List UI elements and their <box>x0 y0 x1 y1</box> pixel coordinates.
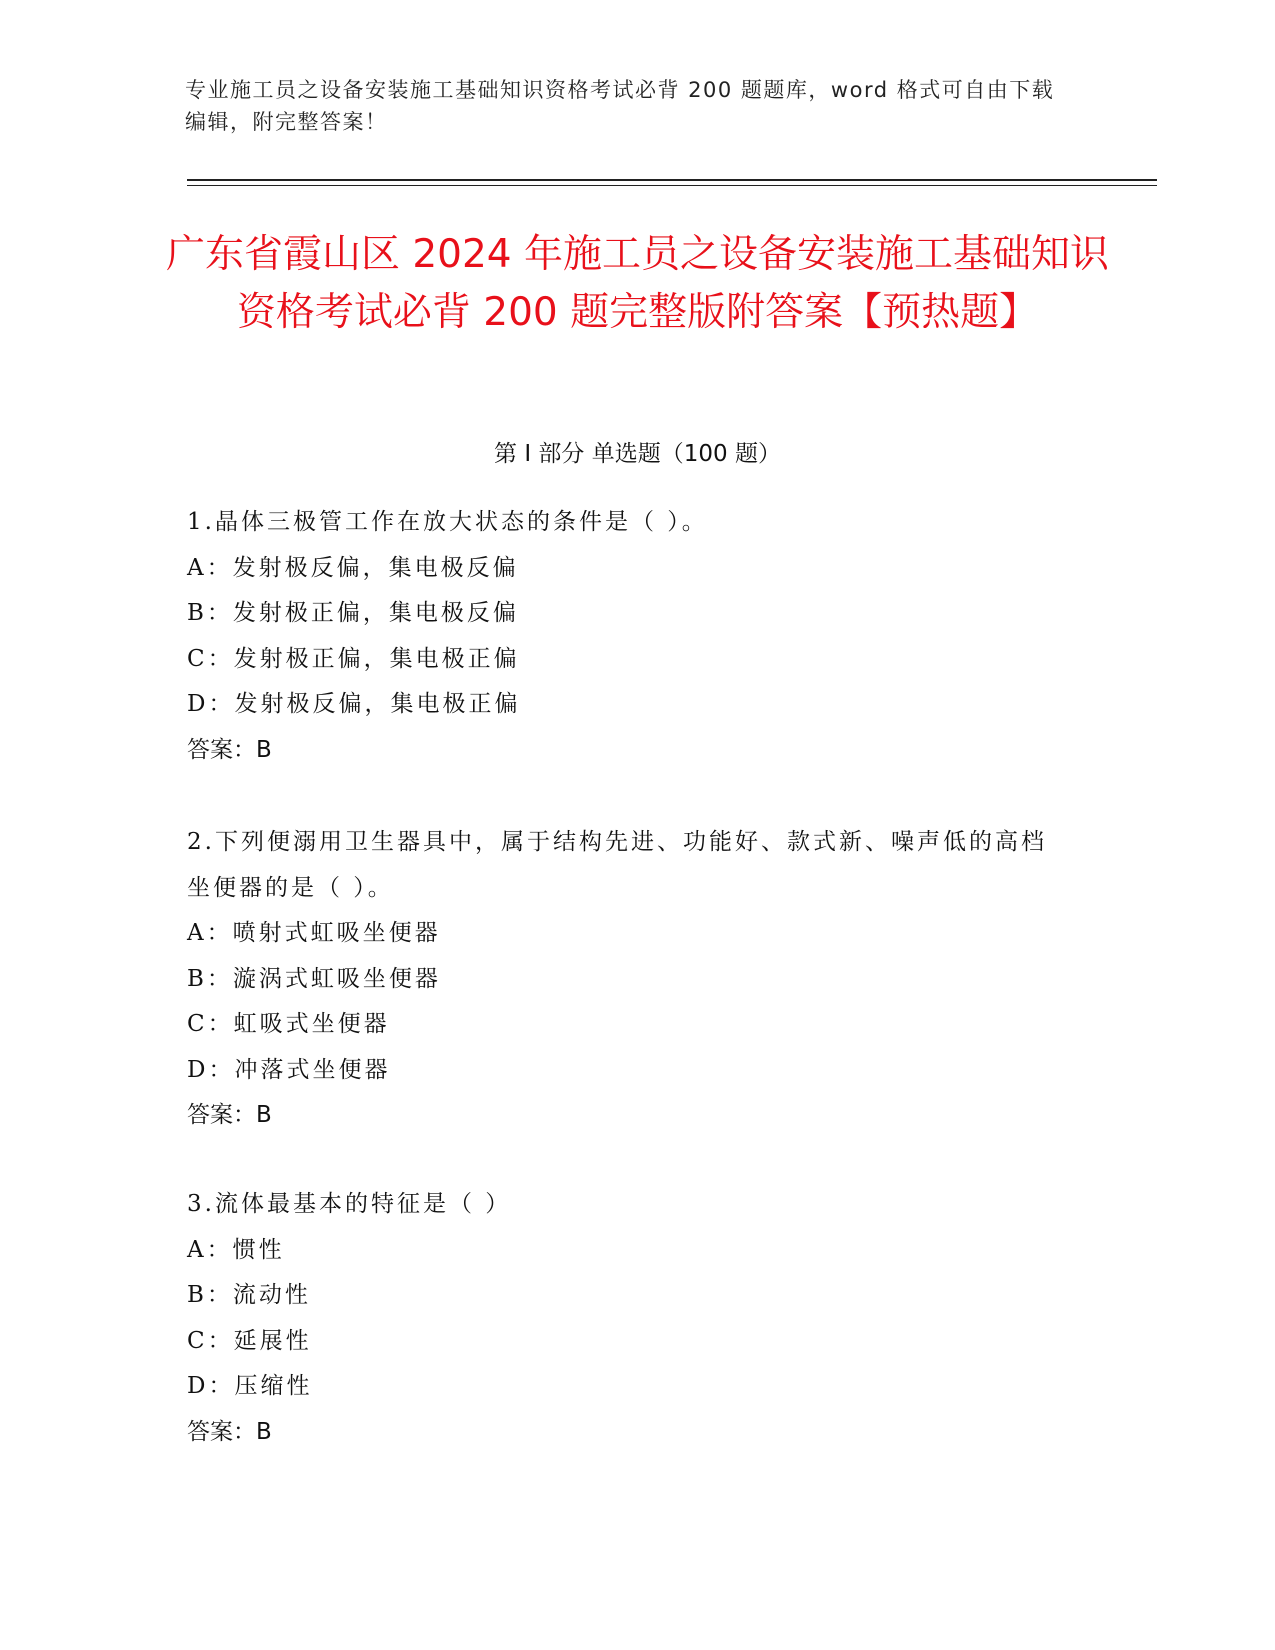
option-b: B：流动性 <box>187 1282 311 1308</box>
question-1 <box>187 500 1087 773</box>
option-a: A：惯性 <box>187 1236 285 1263</box>
question-3 <box>187 1182 1087 1455</box>
option-c: C：发射极正偏，集电极正偏 <box>187 645 520 672</box>
option-a: A：发射极反偏，集电极反偏 <box>187 554 519 581</box>
section-heading: 第 I 部分 单选题（100 题） <box>494 441 781 467</box>
header-divider-thin <box>187 185 1157 186</box>
question-stem: 1.晶体三极管工作在放大状态的条件是（ ）。 <box>187 509 708 535</box>
option-c: C：延展性 <box>187 1327 312 1354</box>
answer: 答案：B <box>187 1418 272 1445</box>
option-a: A：喷射式虹吸坐便器 <box>187 920 441 946</box>
option-b: B：漩涡式虹吸坐便器 <box>187 965 441 992</box>
option-b: B：发射极正偏，集电极反偏 <box>187 600 519 626</box>
option-c: C：虹吸式坐便器 <box>187 1011 390 1037</box>
header-note: 专业施工员之设备安装施工基础知识资格考试必背 200 题题库，word 格式可自由下载编辑，附完整答案！ <box>185 78 1055 134</box>
option-d: D：发射极反偏，集电极正偏 <box>187 691 521 717</box>
header-divider-thick <box>187 179 1157 181</box>
answer: 答案：B <box>187 736 272 763</box>
document-title: 广东省霞山区 2024 年施工员之设备安装施工基础知识资格考试必背 200 题完整版附答案【预热题】 <box>165 232 1110 335</box>
answer: 答案：B <box>187 1102 272 1128</box>
question-stem: 3.流体最基本的特征是（ ） <box>187 1191 512 1217</box>
question-2 <box>187 820 1067 1139</box>
option-d: D：冲落式坐便器 <box>187 1056 391 1083</box>
option-d: D：压缩性 <box>187 1373 313 1399</box>
question-stem: 2.下列便溺用卫生器具中，属于结构先进、功能好、款式新、噪声低的高档坐便器的是（ ）。 <box>187 829 1047 901</box>
